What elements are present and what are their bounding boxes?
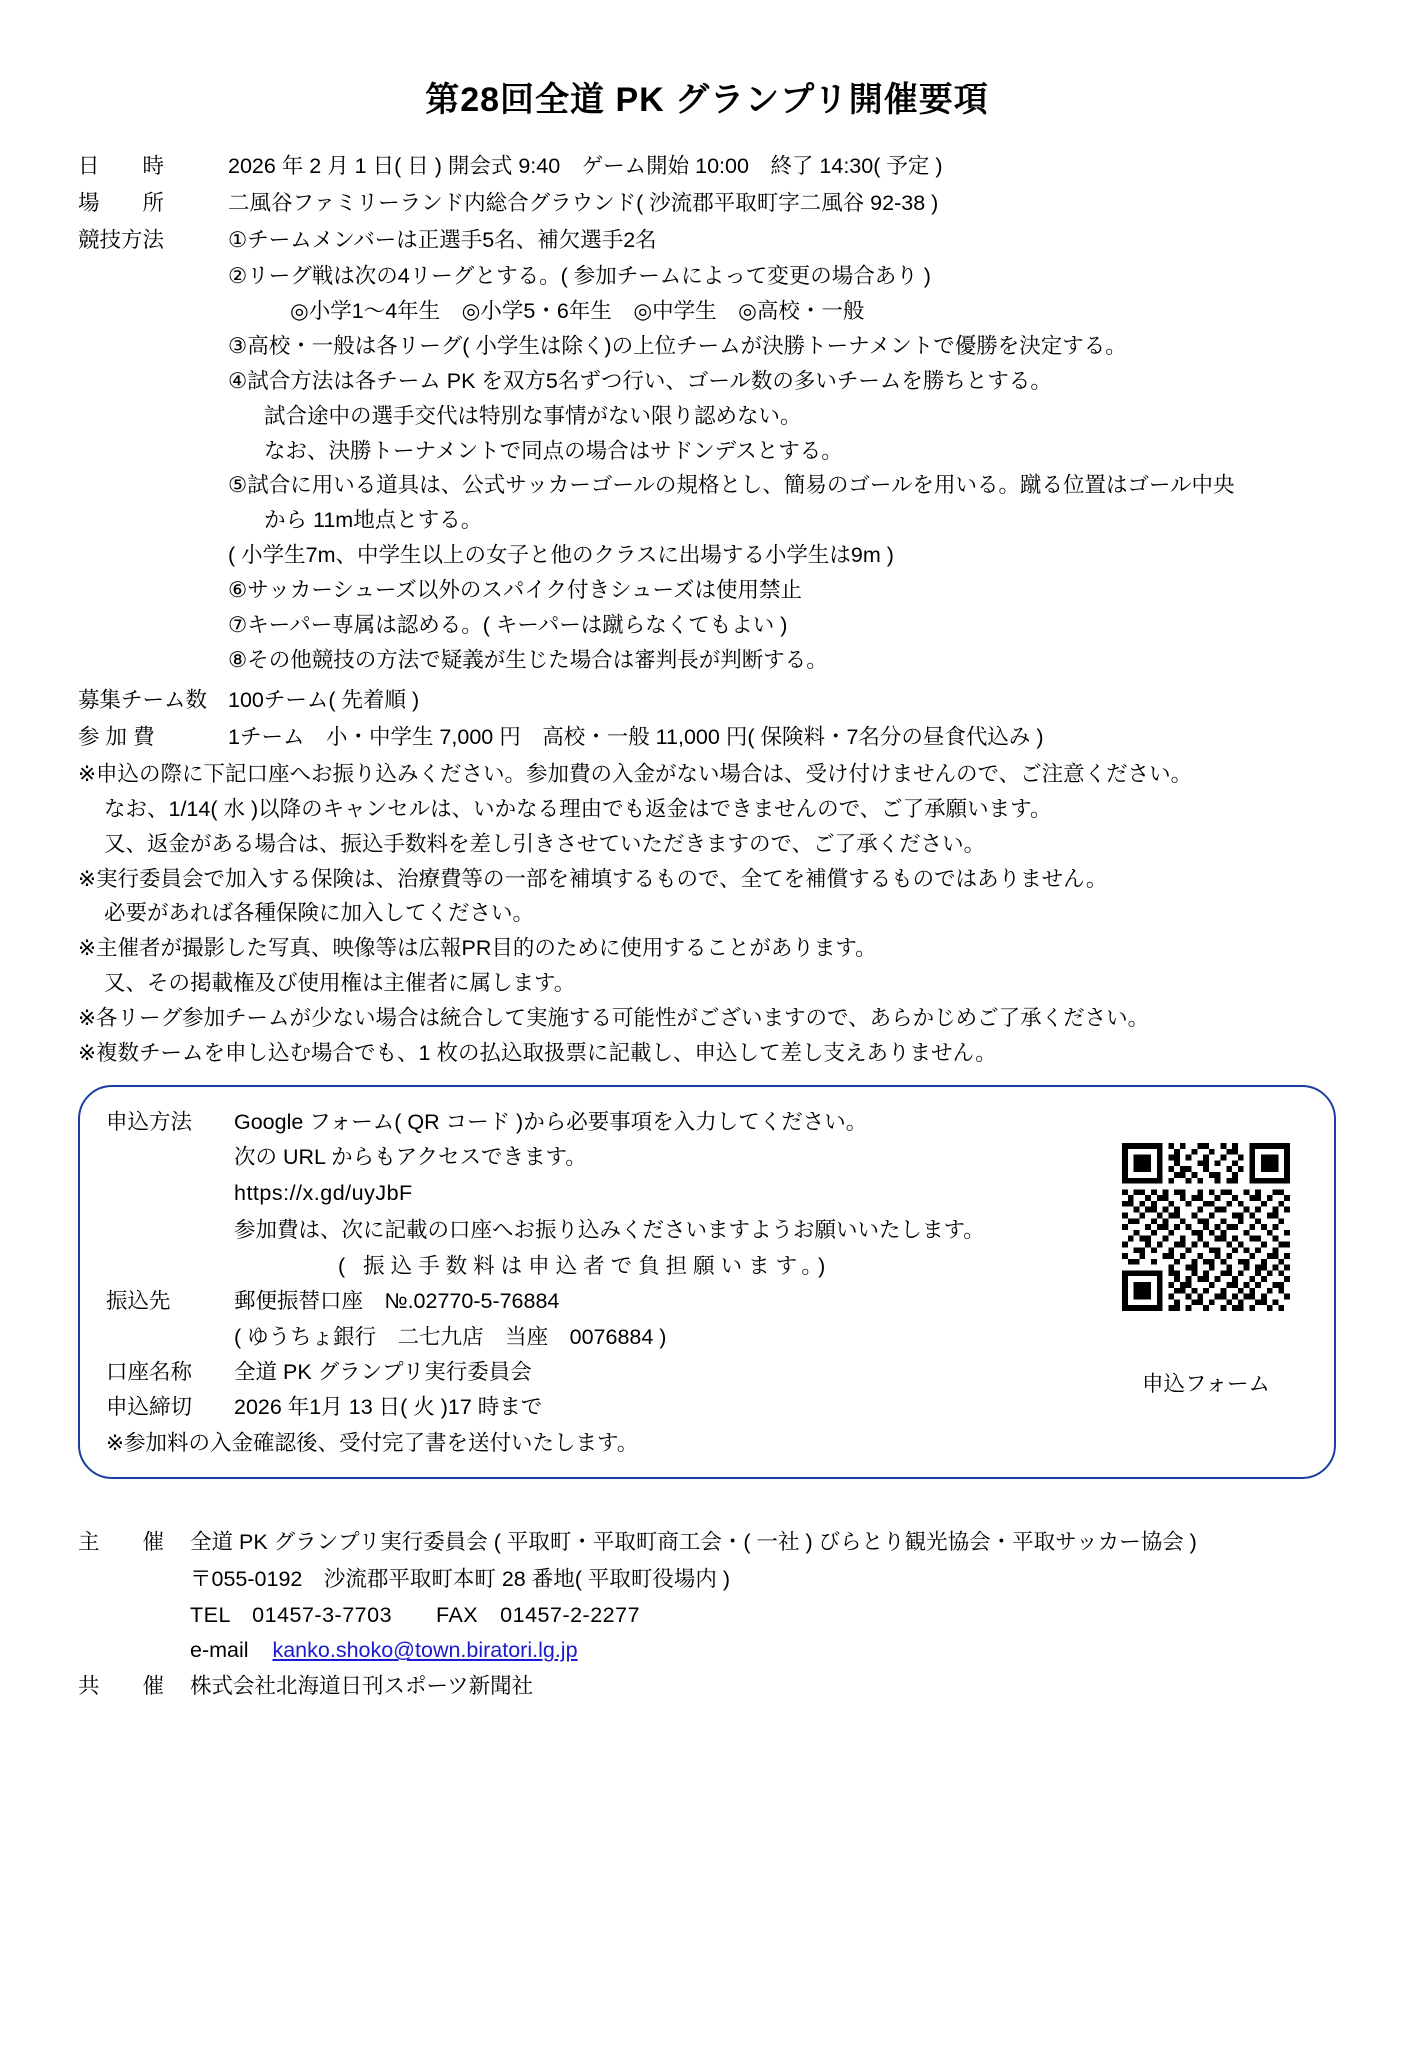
apply-method-row [106,1105,1308,1140]
apply-url-intro: 次の URL からもアクセスできます。 [234,1145,587,1170]
field-datetime-value: 2026 年 2 月 1 日( 日 ) 開会式 9:40 ゲーム開始 10:00 終了 14:30( 予定 ) [228,154,943,178]
method-item-1: ①チームメンバーは正選手5名、補欠選手2名 [228,227,657,252]
cohost-row [78,1669,1336,1704]
host-label: 主 催 [78,1530,165,1555]
method-item-7: ⑦キーパー専属は認める。( キーパーは蹴らなくてもよい ) [228,612,788,637]
bank-value: 郵便振替口座 №.02770-5-76884 [234,1288,560,1313]
footer-email-row [190,1633,1336,1669]
deadline-value: 2026 年1月 13 日( 火 )17 時まで [234,1394,543,1419]
deadline-label: 申込締切 [106,1394,193,1419]
receipt-note: ※参加料の入金確認後、受付完了書を送付いたします。 [106,1431,639,1456]
footer [78,1525,1336,1704]
bank-sub: ( ゆうちょ銀行 二七九店 当座 0076884 ) [234,1324,667,1349]
method-item-2: ②リーグ戦は次の4リーグとする。( 参加チームによって変更の場合あり ) [228,264,931,289]
note-3: 又、返金がある場合は、振込手数料を差し引きさせていただきますので、ご了承ください。 [104,831,986,856]
field-place [78,186,1336,221]
method-item-4-sub-1: 試合途中の選手交代は特別な事情がない限り認めない。 [264,403,802,428]
method-item-4: ④試合方法は各チーム PK を双方5名ずつ行い、ゴール数の多いチームを勝ちとする。 [228,368,1052,393]
bank-label: 振込先 [106,1288,171,1313]
method-item-8: ⑧その他競技の方法で疑義が生じた場合は審判長が判断する。 [228,647,828,672]
apply-method-label: 申込方法 [106,1109,193,1134]
method-item-5-sub: から 11m地点とする。 [264,508,483,533]
qr-area [1122,1143,1290,1398]
field-teams-value: 100チーム( 先着順 ) [228,688,420,713]
field-method [78,223,1336,258]
apply-fee-charge-note: ( 振込手数料は申込者で負担願います。) [338,1253,832,1278]
footer-email-label: e-mail [190,1638,249,1663]
field-place-label: 場 所 [78,190,165,215]
page-title: 第28回全道 PK グランプリ開催要項 [425,81,989,119]
note-6: ※主催者が撮影した写真、映像等は広報PR目的のために使用することがあります。 [78,936,877,961]
host-value: 全道 PK グランプリ実行委員会 ( 平取町・平取町商工会・( 一社 ) びらとり観光協会・平取サッカー協会 ) [190,1530,1197,1555]
apply-fee-note: 参加費は、次に記載の口座へお振り込みくださいますようお願いいたします。 [234,1217,985,1242]
footer-address: 〒055-0192 沙流郡平取町本町 28 番地( 平取町役場内 ) [190,1567,730,1592]
field-teams-label: 募集チーム数 [78,688,208,713]
host-row [78,1525,1336,1560]
field-place-value: 二風谷ファミリーランド内総合グラウンド( 沙流郡平取町字二風谷 92-38 ) [228,190,939,215]
footer-email-link[interactable]: kanko.shoko@town.biratori.lg.jp [272,1638,578,1663]
note-9: ※複数チームを申し込む場合でも、1 枚の払込取扱票に記載し、申込して差し支えありません。 [78,1040,997,1065]
note-7: 又、その掲載権及び使用権は主催者に属します。 [104,971,576,996]
document-page [0,72,1414,2072]
qr-caption: 申込フォーム [1142,1371,1270,1396]
qr-code-icon [1122,1143,1290,1311]
field-teams [78,683,1336,718]
method-item-6: ⑥サッカーシューズ以外のスパイク付きシューズは使用禁止 [228,577,802,602]
note-2: なお、1/14( 水 )以降のキャンセルは、いかなる理由でも返金はできませんので、ご了承願います。 [104,796,1052,821]
method-leagues: ◎小学1～4年生 ◎小学5・6年生 ◎中学生 ◎高校・一般 [290,299,865,324]
method-item-4-sub-2: なお、決勝トーナメントで同点の場合はサドンデスとする。 [264,438,843,463]
field-fee [78,720,1336,755]
account-value: 全道 PK グランプリ実行委員会 [234,1359,532,1384]
field-fee-label: 参 加 費 [78,725,155,750]
footer-tel-fax: TEL 01457-3-7703 FAX 01457-2-2277 [190,1602,641,1627]
field-datetime [78,149,1336,184]
application-box [78,1085,1336,1480]
account-label: 口座名称 [106,1359,193,1384]
note-5: 必要があれば各種保険に加入してください。 [104,901,535,926]
method-item-3: ③高校・一般は各リーグ( 小学生は除く)の上位チームが決勝トーナメントで優勝を決定する。 [228,334,1127,359]
cohost-label: 共 催 [78,1674,165,1699]
apply-method-value: Google フォーム( QR コード )から必要事項を入力してください。 [234,1109,868,1134]
field-method-label: 競技方法 [78,227,165,252]
cohost-value: 株式会社北海道日刊スポーツ新聞社 [190,1674,534,1699]
method-item-5-note: ( 小学生7m、中学生以上の女子と他のクラスに出場する小学生は9m ) [228,543,894,568]
apply-url[interactable]: https://x.gd/uyJbF [234,1181,413,1206]
method-item-5: ⑤試合に用いる道具は、公式サッカーゴールの規格とし、簡易のゴールを用いる。蹴る位置はゴール中央 [228,473,1235,498]
note-1: ※申込の際に下記口座へお振り込みください。参加費の入金がない場合は、受け付けませんので、ご注意ください。 [78,762,1193,787]
field-datetime-label: 日 時 [78,154,165,178]
document-body [0,149,1414,1704]
note-4: ※実行委員会で加入する保険は、治療費等の一部を補填するもので、全てを補償するものではありません。 [78,866,1108,891]
note-8: ※各リーグ参加チームが少ない場合は統合して実施する可能性がございますので、あらかじめご了承ください。 [78,1005,1150,1030]
field-fee-value: 1チーム 小・中学生 7,000 円 高校・一般 11,000 円( 保険料・7名分の昼食代込み ) [228,725,1044,750]
